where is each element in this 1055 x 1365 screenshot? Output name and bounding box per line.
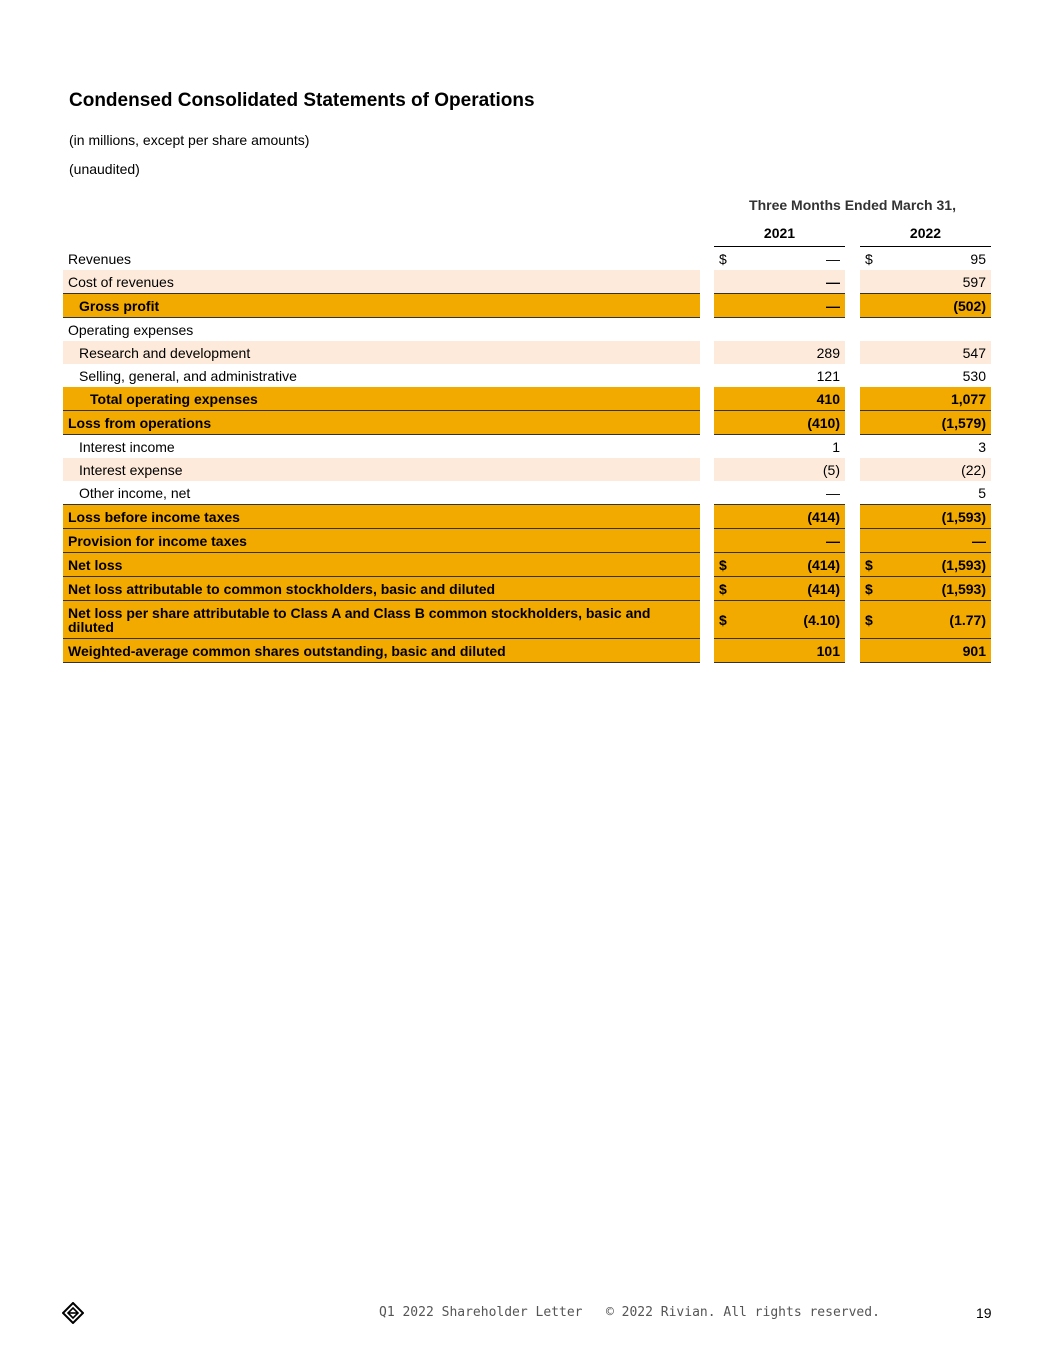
table-row (63, 247, 991, 270)
value-2022: (22) (880, 458, 991, 481)
currency-2022 (860, 411, 880, 435)
currency-2021: $ (719, 250, 727, 267)
page-number: 19 (976, 1305, 992, 1321)
row-label: Gross profit (63, 294, 700, 318)
currency-2022 (860, 481, 880, 505)
value-2021: (414) (734, 577, 845, 601)
value-2021: (5) (734, 458, 845, 481)
currency-2022 (860, 458, 880, 481)
row-label: Net loss (63, 553, 700, 577)
currency-2021: $ (714, 553, 734, 577)
row-label: Interest expense (63, 458, 700, 481)
value-2022 (880, 318, 991, 342)
value-2021: 121 (816, 367, 840, 384)
table-row (63, 601, 991, 639)
currency-2021 (714, 270, 734, 294)
value-2021: — (734, 294, 845, 318)
currency-2021 (714, 341, 734, 364)
statement-table (63, 247, 991, 663)
row-label: Revenues (68, 250, 132, 267)
table-row (63, 577, 991, 601)
value-2022: (1,593) (880, 553, 991, 577)
value-2022: 547 (880, 341, 991, 364)
value-2021: — (734, 529, 845, 553)
row-label: Other income, net (79, 484, 191, 501)
value-2021: 410 (734, 387, 845, 411)
value-2022: 597 (880, 270, 991, 294)
row-label: Total operating expenses (63, 387, 700, 411)
currency-2022: $ (860, 577, 880, 601)
value-2021: — (826, 250, 840, 267)
table-row (63, 505, 991, 529)
year-2021-header: 2021 (714, 225, 845, 247)
currency-2022 (860, 341, 880, 364)
value-2022: 95 (970, 250, 986, 267)
table-row (63, 294, 991, 318)
currency-2021 (714, 505, 734, 529)
currency-2022: $ (860, 553, 880, 577)
rivian-logo-icon (62, 1302, 84, 1324)
value-2022: 5 (978, 484, 986, 501)
period-header: Three Months Ended March 31, (749, 197, 956, 213)
row-label: Loss before income taxes (63, 505, 700, 529)
currency-2021 (714, 411, 734, 435)
value-2022: — (880, 529, 991, 553)
value-2022: 901 (880, 639, 991, 663)
value-2022: (1,593) (880, 577, 991, 601)
value-2021: (414) (734, 553, 845, 577)
currency-2022 (860, 318, 880, 342)
row-label: Interest income (79, 438, 175, 455)
row-label: Loss from operations (63, 411, 700, 435)
value-2021: — (826, 484, 840, 501)
table-row (63, 458, 991, 481)
row-label: Weighted-average common shares outstanding, basic and diluted (63, 639, 700, 663)
currency-2022 (860, 505, 880, 529)
value-2022: (1.77) (880, 601, 991, 639)
currency-2022: $ (860, 601, 880, 639)
value-2022: (1,593) (880, 505, 991, 529)
table-row (63, 411, 991, 435)
value-2021: 1 (832, 438, 840, 455)
year-2022-header: 2022 (860, 225, 991, 247)
currency-2022 (860, 364, 880, 387)
currency-2022 (860, 639, 880, 663)
value-2022: 530 (962, 367, 986, 384)
table-row (63, 529, 991, 553)
unaudited-note: (unaudited) (69, 161, 140, 177)
table-row (63, 481, 991, 505)
value-2021: (410) (734, 411, 845, 435)
value-2022: 3 (978, 438, 986, 455)
table-row (63, 341, 991, 364)
page-title: Condensed Consolidated Statements of Operations (69, 90, 535, 111)
value-2021 (734, 318, 845, 342)
row-label: Cost of revenues (63, 270, 700, 294)
table-row (63, 364, 991, 387)
currency-2022 (860, 387, 880, 411)
value-2021: 289 (734, 341, 845, 364)
table-row (63, 387, 991, 411)
currency-2022: $ (865, 250, 873, 267)
currency-2022 (860, 294, 880, 318)
currency-2021 (714, 318, 734, 342)
row-label: Net loss attributable to common stockholders, basic and diluted (63, 577, 700, 601)
value-2021: (4.10) (734, 601, 845, 639)
row-label: Provision for income taxes (63, 529, 700, 553)
value-2021: — (734, 270, 845, 294)
footer-text: Q1 2022 Shareholder Letter © 2022 Rivian. All rights reserved. (379, 1305, 880, 1320)
value-2022: (1,579) (880, 411, 991, 435)
currency-2022 (860, 529, 880, 553)
currency-2022 (860, 435, 880, 459)
value-2022: 1,077 (880, 387, 991, 411)
value-2021: 101 (734, 639, 845, 663)
table-row (63, 553, 991, 577)
row-label: Net loss per share attributable to Class A and Class B common stockholders, basic and diluted (63, 601, 700, 639)
value-2022: (502) (880, 294, 991, 318)
currency-2021: $ (714, 601, 734, 639)
table-row (63, 270, 991, 294)
currency-2021 (714, 639, 734, 663)
table-row (63, 318, 991, 342)
currency-2021 (714, 387, 734, 411)
row-label: Operating expenses (68, 321, 194, 338)
currency-2021 (714, 435, 734, 459)
currency-2021 (714, 294, 734, 318)
units-note: (in millions, except per share amounts) (69, 132, 310, 148)
row-label: Selling, general, and administrative (79, 367, 297, 384)
table-row (63, 639, 991, 663)
row-label: Research and development (63, 341, 700, 364)
currency-2021 (714, 529, 734, 553)
currency-2022 (860, 270, 880, 294)
value-2021: (414) (734, 505, 845, 529)
table-row (63, 435, 991, 459)
currency-2021 (714, 481, 734, 505)
currency-2021 (714, 458, 734, 481)
currency-2021 (714, 364, 734, 387)
currency-2021: $ (714, 577, 734, 601)
